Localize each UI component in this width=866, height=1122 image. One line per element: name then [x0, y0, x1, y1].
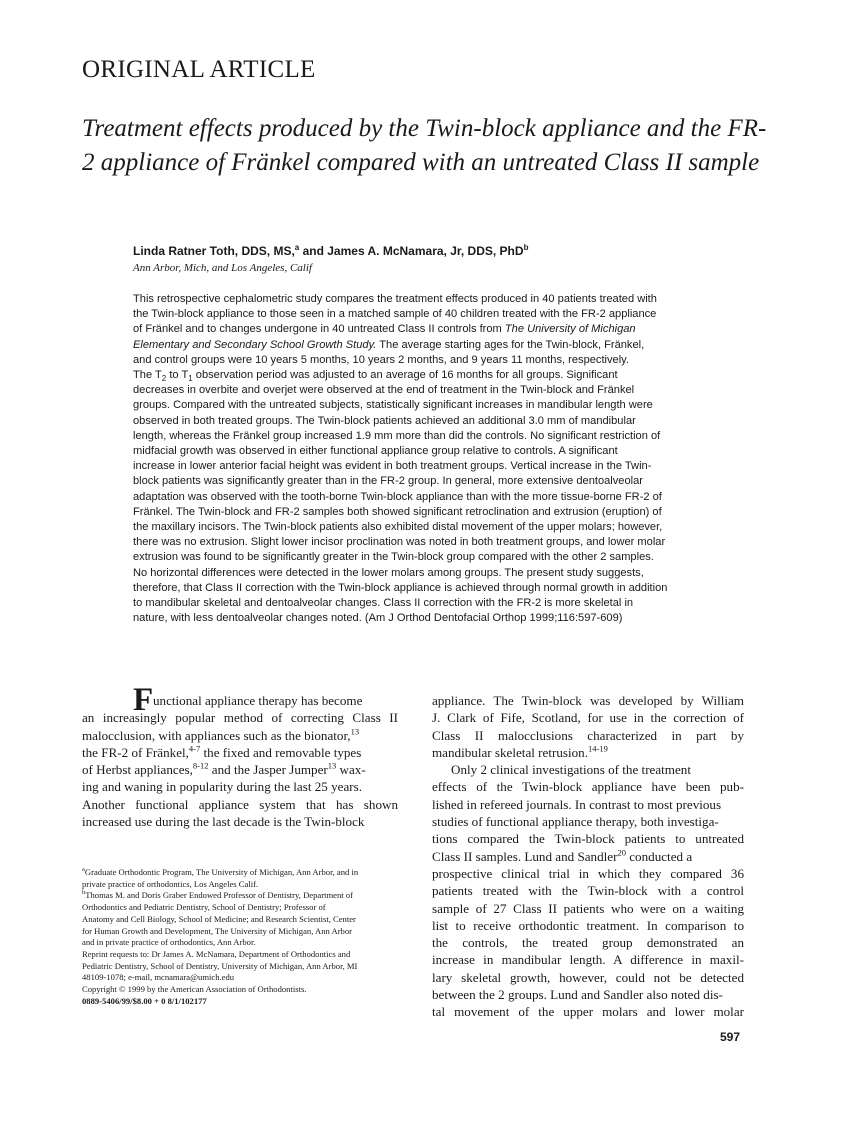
affiliation-marker: a [294, 243, 300, 252]
body-line: studies of functional appliance therapy, both investiga- [432, 814, 719, 830]
footnote-line: $^a$Graduate Orthodontic Program, The University of Michigan, Ann Arbor, and in [82, 866, 359, 877]
abstract [133, 292, 746, 626]
body-line: effects of the Twin-block appliance have been pub- [432, 779, 744, 795]
footnote-line: for Human Growth and Development, The University of Michigan, Ann Arbor [82, 925, 353, 936]
body-line: increased use during the last decade is the Twin-block [82, 814, 365, 830]
study-name: The University of Michigan [504, 323, 636, 336]
abstract-line: groups. Compared with the untreated subjects, statistically significant increases in mandibular length were [133, 399, 653, 412]
body-line: Class II malocclusions characterized in part by [432, 727, 744, 743]
section-label: ORIGINAL ARTICLE [82, 56, 316, 83]
abstract-line: of Fränkel and to changes undergone in 40 untreated Class II controls from The University of Michigan [133, 323, 636, 336]
body-line: Only 2 clinical investigations of the treatment [451, 762, 691, 778]
body-line: mandibular skeletal retrusion.$^{14-19}$ [432, 743, 608, 760]
footnote-line: 48109-1078; e-mail, mcnamara@umich.edu [82, 972, 235, 983]
footnote-line: and in private practice of orthodontics, Ann Arbor. [82, 937, 256, 948]
body-column-right [432, 692, 744, 1021]
citation: 14-19 [588, 743, 608, 754]
body-line: tal movement of the upper molars and lower molar [432, 1004, 744, 1020]
abstract-line: the Twin-block appliance to those seen in a matched sample of 40 children treated with the FR-2 appliance [133, 308, 657, 321]
abstract-line: decreases in overbite and overjet were observed at the end of treatment in the Twin-block and Fränkel [133, 384, 635, 397]
abstract-line: nature, with less dentoalveolar changes noted. (Am J Orthod Dentofacial Orthop 1999;116:597-609) [133, 612, 623, 625]
body-line: appliance. The Twin-block was developed by William [432, 693, 744, 708]
citation: 4-7 [188, 743, 201, 754]
copyright-line: Copyright © 1999 by the American Association of Orthodontists. [82, 984, 307, 995]
body-line: lished in refereed journals. In contrast to most previous [432, 796, 722, 812]
article-code: 0889-5406/99/$8.00 + 0 8/1/102177 [82, 995, 207, 1006]
body-line: Class II samples. Lund and Sandler$^{20}$ conducted a [432, 847, 693, 864]
citation: 13 [327, 760, 337, 771]
body-line: an increasingly popular method of correcting Class II [82, 710, 398, 726]
author-line [133, 243, 528, 258]
body-line: malocclusion, with appliances such as the bionator,$^{13}$ [82, 726, 360, 743]
abstract-line: there was no extrusion. Slight lower incisor proclination was noted in both treatment groups, and lower molar [133, 536, 666, 549]
footnote-marker: a [82, 866, 85, 874]
body-line: sample of 27 Class II patients who were on a waiting [432, 900, 744, 916]
body-line: increase in mandibular length. A difference in maxil- [432, 952, 744, 968]
footnote-line: Orthodontics and Pediatric Dentistry, School of Dentistry; Professor of [82, 902, 326, 913]
abstract-line: Elementary and Secondary School Growth Study. The average starting ages for the Twin-block, Fränkel, [133, 338, 645, 351]
abstract-line: extrusion was found to be significantly greater in the Twin-block group compared with the other 2 samples. [133, 551, 654, 564]
citation: 20 [617, 847, 626, 858]
footnote-line: Pediatric Dentistry, School of Dentistry, University of Michigan, Ann Arbor, MI [82, 960, 358, 971]
abstract-line: to mandibular skeletal and dentoalveolar changes. Class II correction with the FR-2 is more skeletal in [133, 597, 634, 610]
abstract-line: increase in lower anterior facial height was evident in both treatment groups. Vertical increase in the Twin- [133, 460, 652, 473]
abstract-line: observed in both treated groups. The Twin-block patients achieved an additional 3.0 mm of mandibular [133, 414, 636, 427]
author-name: and James A. McNamara, Jr, DDS, PhD [302, 244, 524, 258]
body-line: patients treated with the Twin-block with a control [432, 883, 744, 899]
body-line: Another functional appliance system that has shown [82, 796, 398, 812]
abstract-line: This retrospective cephalometric study compares the treatment effects produced in 40 patients treated with [133, 293, 657, 305]
article-title: Treatment effects produced by the Twin-block appliance and the FR-2 appliance of Fränkel compared with an untreated Class II sample [82, 115, 767, 176]
abstract-line: The $T_2$ to $T_1$ observation period was adjusted to an average of 16 months for all groups. Significant [133, 369, 618, 384]
footnotes [82, 867, 398, 1007]
abstract-line: block patients was significantly greater than in the FR-2 group. In general, more extensive dentoalveolar [133, 475, 643, 488]
body-line: tions compared the Twin-block patients to untreated [432, 831, 744, 847]
body-line: list to receive orthodontic treatment. In comparison to [432, 917, 744, 933]
page-number: 597 [720, 1030, 741, 1044]
body-line: unctional appliance therapy has become [153, 693, 363, 708]
citation: 8-12 [192, 760, 209, 771]
body-line: of Herbst appliances,$^{8-12}$ and the Jasper Jumper$^{13}$ wax- [82, 760, 366, 778]
abstract-line: length, whereas the Fränkel group increased 1.9 mm more than did the controls. No significant restriction of [133, 429, 661, 442]
body-line: lary skeletal growth, however, could not be detected [432, 969, 744, 985]
drop-cap: F [133, 682, 154, 718]
citation: 13 [350, 726, 360, 737]
body-line: ing and waning in popularity during the last 25 years. [82, 779, 363, 795]
abstract-line: and control groups were 10 years 5 months, 10 years 2 months, and 9 years 11 months, respectively. [133, 353, 629, 366]
abstract-line: adaptation was observed with the tooth-borne Twin-block appliance than with the more tissue-borne FR-2 of [133, 490, 662, 503]
body-line: between the 2 groups. Lund and Sandler also noted dis- [432, 987, 723, 1003]
footnote-line: private practice of orthodontics, Los Angeles Calif. [82, 878, 259, 889]
abstract-line: No horizontal differences were detected in the lower molars among groups. The present study suggests, [133, 566, 644, 579]
abstract-line: therefore, that Class II correction with the Twin-block appliance is achieved through normal growth in addition [133, 581, 668, 594]
author-name: Linda Ratner Toth, DDS, MS, [133, 244, 295, 258]
body-line: the FR-2 of Fränkel,$^{4-7}$ the fixed and removable types [82, 743, 362, 760]
body-column-left [82, 692, 398, 830]
affiliation-location: Ann Arbor, Mich, and Los Angeles, Calif [133, 262, 312, 274]
footnote-line: $^b$Thomas M. and Doris Graber Endowed Professor of Dentistry, Department of [82, 889, 353, 901]
footnote-line: Reprint requests to: Dr James A. McNamara, Department of Orthodontics and [82, 948, 351, 959]
abstract-line: the maxillary incisors. The Twin-block patients also exhibited distal movement of the upper molars; however, [133, 521, 663, 534]
study-name: Elementary and Secondary School Growth Study. [133, 338, 377, 351]
footnote-line: Anatomy and Cell Biology, School of Medicine; and Research Scientist, Center [82, 913, 356, 924]
body-line: prospective clinical trial in which they compared 36 [432, 865, 744, 881]
affiliation-marker: b [523, 243, 529, 252]
abstract-line: Fränkel. The Twin-block and FR-2 samples both showed significant retroclination and extrusion (eruption) of [133, 505, 662, 518]
abstract-line: midfacial growth was observed in either functional appliance group relative to controls. A significant [133, 445, 618, 458]
footnote-marker: b [82, 889, 86, 897]
body-line: the controls, the treated group demonstrated an [432, 935, 744, 951]
body-line: J. Clark of Fife, Scotland, for use in the correction of [432, 710, 744, 726]
